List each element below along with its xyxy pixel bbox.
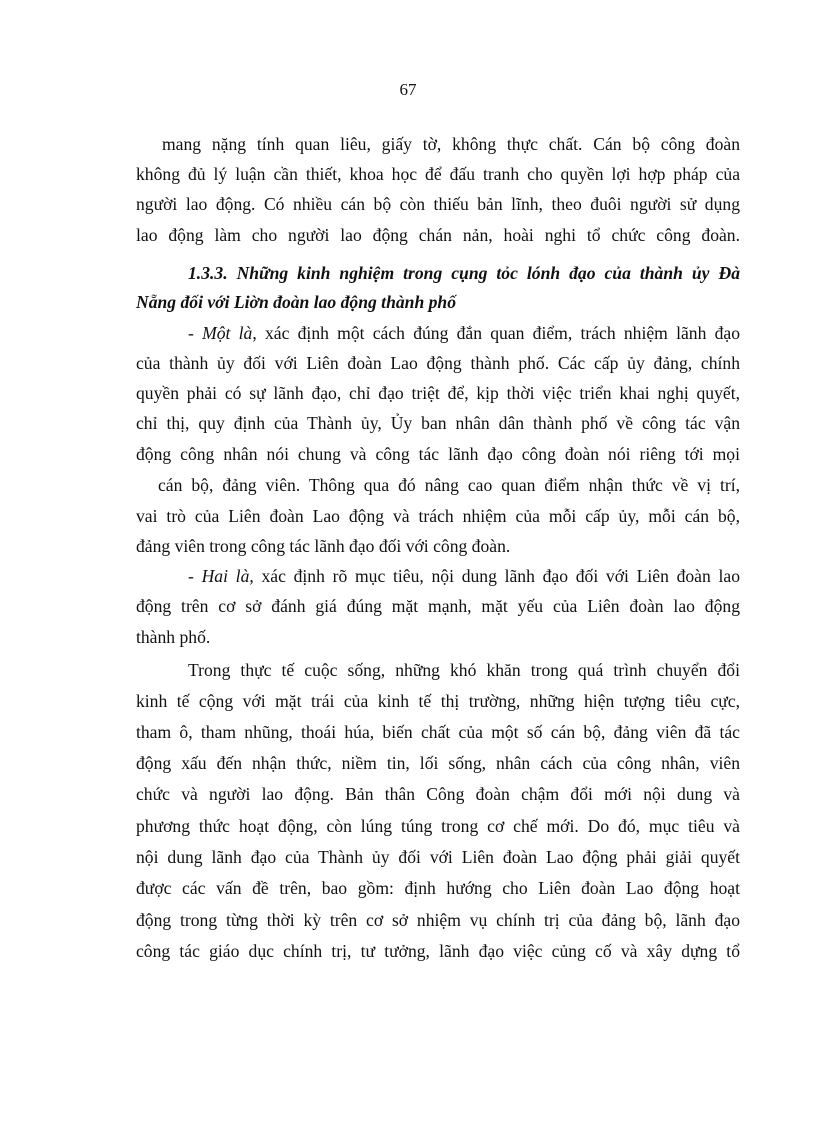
page-number: 67 xyxy=(399,80,417,99)
text-line: chỉ thị, quy định của Thành ủy, Ủy ban nhân dân thành phố về công tác vận xyxy=(136,413,740,433)
text-line: người lao động. Có nhiều cán bộ còn thiếu bản lĩnh, theo đuôi người sử dụng xyxy=(136,194,740,214)
text-line: vai trò của Liên đoàn Lao động và trách nhiệm của mỗi cấp ủy, mỗi cán bộ, xyxy=(136,506,740,526)
text-line: Trong thực tế cuộc sống, những khó khăn trong quá trình chuyển đổi xyxy=(188,660,740,680)
section-heading: Nẵng đối với Liờn đoàn lao động thành phố xyxy=(136,292,457,312)
text-line: động trên cơ sở đánh giá đúng mặt mạnh, mặt yếu của Liên đoàn lao động xyxy=(136,596,740,616)
text-line: không đủ lý luận cần thiết, khoa học để đấu tranh cho quyền lợi hợp pháp của xyxy=(136,164,740,184)
text-line: tham ô, tham nhũng, thoái húa, biến chất của một số cán bộ, đảng viên đã tác xyxy=(136,722,740,742)
text-line: của thành ủy đối với Liên đoàn Lao động thành phố. Các cấp ủy đảng, chính xyxy=(136,353,740,373)
text-line: kinh tế cộng với mặt trái của kinh tế thị trường, những hiện tượng tiêu cực, xyxy=(136,691,740,711)
text-line: thành phố. xyxy=(136,627,211,647)
text-line: đảng viên trong công tác lãnh đạo đối với công đoàn. xyxy=(136,536,511,556)
item-label: - Hai là xyxy=(188,566,250,586)
text-line: được các vấn đề trên, bao gồm: định hướng cho Liên đoàn Lao động hoạt xyxy=(136,878,740,898)
text-line: động trong từng thời kỳ trên cơ sở nhiệm vụ chính trị của đảng bộ, lãnh đạo xyxy=(136,910,740,930)
text-line: cán bộ, đảng viên. Thông qua đó nâng cao quan điểm nhận thức về vị trí, xyxy=(158,475,740,495)
text-line: công tác giáo dục chính trị, tư tưởng, lãnh đạo việc củng cố và xây dựng tổ xyxy=(136,941,740,961)
section-heading: 1.3.3. Những kinh nghiệm trong cụng tỏc lónh đạo của thành ủy Đà xyxy=(188,263,740,283)
text-line: quyền phải có sự lãnh đạo, chỉ đạo triệt để, kịp thời việc triển khai nghị quyết, xyxy=(136,383,740,403)
text-line: phương thức hoạt động, còn lúng túng trong cơ chế mới. Do đó, mục tiêu và xyxy=(136,816,740,836)
text-line: động công nhân nói chung và công tác lãnh đạo công đoàn nói riêng tới mọi xyxy=(136,444,740,464)
text-line: chức và người lao động. Bản thân Công đoàn chậm đổi mới nội dung và xyxy=(136,784,740,804)
text-line: lao động làm cho người lao động chán nản, hoài nghi tổ chức công đoàn. xyxy=(136,225,740,245)
text-line: mang nặng tính quan liêu, giấy tờ, không thực chất. Cán bộ công đoàn xyxy=(162,134,740,154)
text-line xyxy=(188,325,740,343)
text-line: động xấu đến nhận thức, niềm tin, lối sống, nhân cách của công nhân, viên xyxy=(136,753,740,773)
text-span: , xác định một cách đúng đắn quan điểm, trách nhiệm lãnh đạo xyxy=(252,323,741,343)
item-label: - Một là xyxy=(188,323,253,343)
text-line xyxy=(188,568,740,586)
text-span: , xác định rõ mục tiêu, nội dung lãnh đạo đối với Liên đoàn lao xyxy=(249,566,740,586)
text-line: nội dung lãnh đạo của Thành ủy đối với Liên đoàn Lao động phải giải quyết xyxy=(136,847,740,867)
